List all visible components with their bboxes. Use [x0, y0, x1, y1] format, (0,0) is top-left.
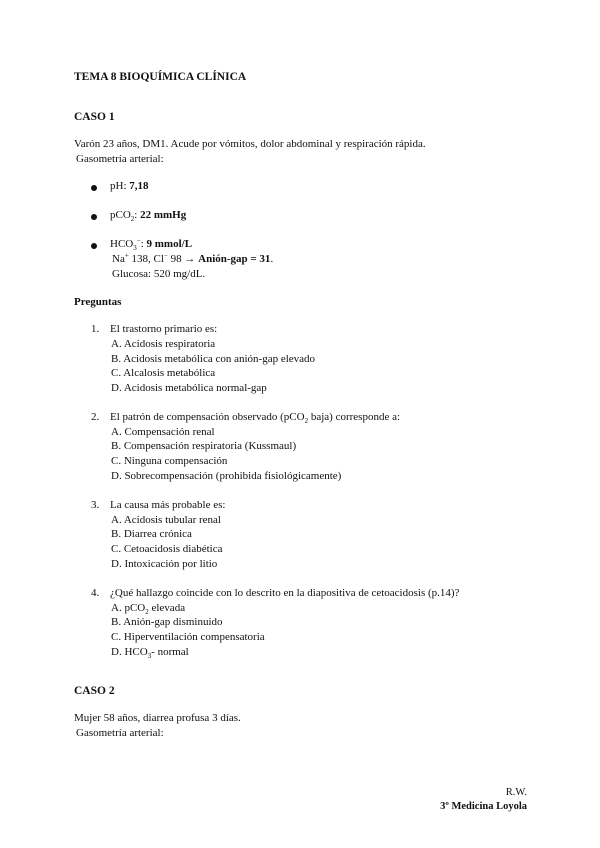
question-1-option-d: D. Acidosis metabólica normal-gap [111, 382, 267, 394]
question-4-option-b: B. Anión-gap disminuido [111, 616, 223, 628]
case-2-gaso-label: Gasometría arterial: [76, 727, 164, 739]
question-1-text: El trastorno primario es: [110, 323, 218, 335]
case-2-heading: CASO 2 [74, 685, 115, 697]
cl-value: 98 → [167, 253, 199, 265]
pco2-colon: : [134, 209, 141, 221]
anion-gap-value: Anión-gap = 31 [198, 253, 271, 265]
question-1-number: 1. [91, 323, 100, 335]
hco3-subscript: 3 [133, 244, 137, 253]
pco2-subscript: 2 [130, 215, 135, 224]
question-3-option-c: C. Cetoacidosis diabética [111, 543, 223, 555]
hco3-value: 9 mmol/L [146, 238, 193, 250]
question-4-option-a-subscript: 2 [145, 608, 149, 617]
footer-initials: R.W. [505, 787, 527, 798]
electrolytes-end: . [270, 253, 274, 265]
ph-value: 7,18 [129, 180, 149, 192]
question-2-text [110, 411, 401, 426]
question-4-number: 4. [91, 587, 100, 599]
ph-item [110, 180, 149, 192]
pco2-item [110, 209, 187, 224]
question-4-option-a-end: elevada [148, 602, 186, 614]
case-1-heading: CASO 1 [74, 111, 115, 123]
question-2-option-c: C. Ninguna compensación [111, 455, 228, 467]
question-2-subscript: 2 [304, 417, 309, 426]
question-4-text: ¿Qué hallazgo coincide con lo descrito en la diapositiva de cetoacidosis (p.14)? [110, 587, 460, 599]
question-4-option-d [111, 646, 189, 661]
glucose-line: Glucosa: 520 mg/dL. [112, 268, 206, 280]
footer-course: 3º Medicina Loyola [440, 801, 527, 812]
question-3-option-b: B. Diarrea crónica [111, 528, 192, 540]
page-title: TEMA 8 BIOQUÍMICA CLÍNICA [74, 71, 247, 83]
question-4-option-c: C. Hiperventilación compensatoria [111, 631, 265, 643]
question-2-option-d: D. Sobrecompensación (prohibida fisiológicamente) [111, 470, 342, 482]
ph-label: pH: [110, 180, 130, 192]
bullet-dot [91, 185, 97, 191]
question-4-option-a-text: A. pCO [111, 602, 146, 614]
question-1-option-a: A. Acidosis respiratoria [111, 338, 216, 350]
electrolytes-line [112, 253, 273, 265]
hco3-colon: : [140, 238, 147, 250]
pco2-value: 22 mmHg [140, 209, 187, 221]
question-1-option-c: C. Alcalosis metabólica [111, 367, 216, 379]
case-1-gaso-label: Gasometría arterial: [76, 153, 164, 165]
hco3-superscript: − [136, 236, 141, 245]
preguntas-heading: Preguntas [74, 296, 122, 308]
question-2-text-b: baja) corresponde a: [308, 411, 401, 423]
question-2-text-a: El patrón de compensación observado (pCO [110, 411, 305, 423]
question-3-option-d: D. Intoxicación por litio [111, 558, 218, 570]
bullet-dot [91, 243, 97, 249]
hco3-item [110, 236, 193, 253]
question-3-text: La causa más probable es: [110, 499, 226, 511]
cl-superscript: − [163, 251, 168, 260]
hco3-label: HCO [110, 238, 134, 250]
pco2-label: pCO [110, 209, 131, 221]
question-4-option-d-end: - normal [151, 646, 189, 658]
question-3-number: 3. [91, 499, 100, 511]
question-3-option-a: A. Acidosis tubular renal [111, 514, 221, 526]
na-superscript: + [124, 251, 129, 260]
na-value-cl-label: 138, Cl [128, 253, 164, 265]
case-2-description: Mujer 58 años, diarrea profusa 3 días. [74, 712, 241, 724]
question-4-option-d-subscript: 3 [147, 652, 152, 661]
question-1-option-b: B. Acidosis metabólica con anión-gap elevado [111, 353, 316, 365]
bullet-dot [91, 214, 97, 220]
question-2-option-a: A. Compensación renal [111, 426, 215, 438]
case-1-description: Varón 23 años, DM1. Acude por vómitos, dolor abdominal y respiración rápida. [74, 138, 426, 150]
na-label: Na [112, 253, 125, 265]
question-4-option-a [111, 602, 186, 617]
question-2-option-b: B. Compensación respiratoria (Kussmaul) [111, 440, 297, 452]
question-2-number: 2. [91, 411, 100, 423]
question-4-option-d-text: D. HCO [111, 646, 148, 658]
